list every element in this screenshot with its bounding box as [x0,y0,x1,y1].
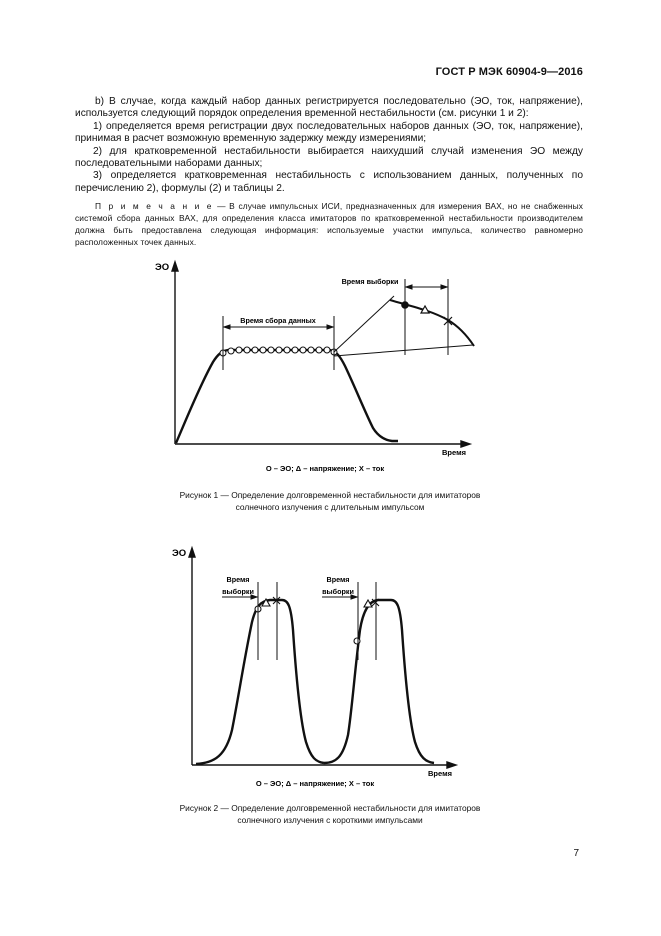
figure-2-caption [100,802,560,826]
paragraph-item-b: b) В случае, когда каждый набор данных регистрируется последовательно (ЭО, ток, напряжение), используется следующий порядок определения временной нестабильности (см. рисунки 1 и 2): [75,96,583,120]
fig2-x-label: Время [428,769,452,778]
fig2-pulse-1 [196,600,324,764]
fig1-y-label: ЭО [155,262,170,273]
fig1-sampling-label: Время выборки [341,277,399,286]
figure-2-caption-line2: солнечного излучения с короткими импульсами [237,815,423,825]
figure-1-caption-line2: солнечного излучения с длительным импульсом [235,502,425,512]
fig2-sampling-label-2a: Время [326,575,350,584]
fig1-legend: О – ЭО; Δ – напряжение; Х – ток [265,464,385,473]
fig2-sampling-label-1a: Время [226,575,250,584]
standard-header: ГОСТ Р МЭК 60904-9—2016 [435,66,583,78]
fig2-y-label: ЭО [172,548,187,559]
paragraph-sub-2: 2) для кратковременной нестабильности выбирается наихудший случай изменения ЭО между последовательными наборами данных; [75,145,583,170]
fig2-sampling-label-2b: выборки [322,587,354,596]
fig2-x-arrow [447,762,456,768]
paragraph-sub-1: 1) определяется время регистрации двух последовательных наборов данных (ЭО, ток, напряжение), принимая в расчет возможную временную задержку между измерениями; [75,120,583,145]
paragraph-sub-3: 3) определяется кратковременная нестабильность с использованием данных, полученных по перечислению 2), формулы (2) и таблицы 2. [75,170,583,194]
fig1-collection-label: Время сбора данных [240,316,316,325]
page-number: 7 [573,848,579,859]
figure-2-caption-line1: Рисунок 2 — Определение долговременной нестабильности для имитаторов [179,803,481,813]
fig1-x-label: Время [442,448,466,457]
fig2-y-arrow [189,548,195,557]
figure-1-caption-line1: Рисунок 1 — Определение долговременной нестабильности для имитаторов [179,490,481,500]
fig2-pulse-2 [324,600,434,763]
fig2-legend: О – ЭО; Δ – напряжение; Х – ток [255,779,375,788]
note-prefix: П р и м е ч а н и е [95,201,214,211]
fig2-sampling-label-1b: выборки [222,587,254,596]
note-text: — В случае импульсных ИСИ, предназначенных для измерения ВАХ, но не снабженных системой сбора данных ВАХ, для определения класса имитаторов по кратковременной нестабильности производителем должна быть предоставлена следующая информация: используемые участки импульса, количество равномерно расположенных точек данных. [75,201,583,247]
